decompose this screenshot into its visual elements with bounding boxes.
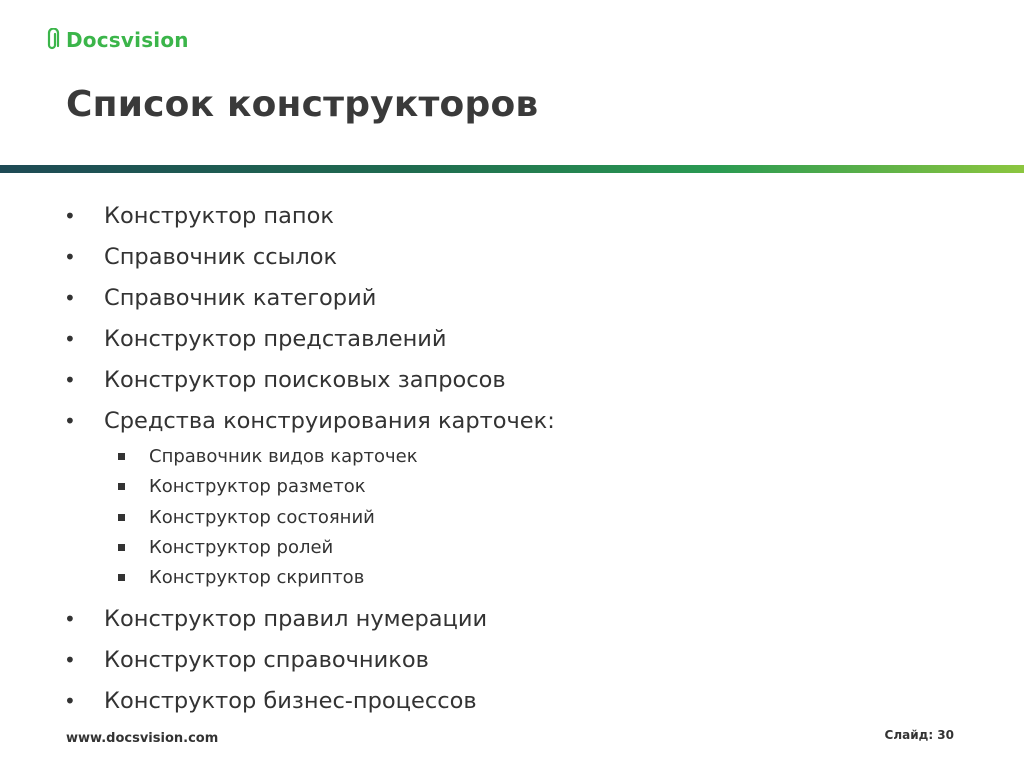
- list-item: [62, 319, 982, 360]
- card-tools-sublist: [104, 442, 982, 593]
- list-item: [62, 278, 982, 319]
- list-item: [62, 360, 982, 401]
- list-item-text: Конструктор правил нумерации: [104, 606, 488, 633]
- list-item: [62, 196, 982, 237]
- list-item-text: Справочник категорий: [104, 285, 377, 311]
- sublist-item-text: Конструктор состояний: [149, 506, 375, 528]
- list-item-text: Конструктор представлений: [104, 326, 447, 352]
- bullet-icon: •: [64, 409, 76, 433]
- paperclip-icon: [44, 28, 60, 52]
- square-bullet-icon: [118, 544, 125, 551]
- list-item-text: Справочник ссылок: [104, 244, 338, 270]
- bullet-icon: •: [64, 245, 76, 269]
- slide-number: Слайд: 30: [884, 728, 954, 742]
- brand-logo: [44, 28, 189, 52]
- list-item-text: Средства конструирования карточек:: [104, 408, 555, 434]
- list-item: [62, 237, 982, 278]
- sublist-item-text: Конструктор скриптов: [149, 567, 365, 589]
- list-item: [62, 401, 982, 593]
- bullet-icon: •: [64, 327, 76, 351]
- bullet-icon: •: [64, 368, 76, 392]
- list-item: [62, 681, 982, 722]
- gradient-divider: [0, 165, 1024, 173]
- list-item-text: Конструктор бизнес-процессов: [104, 688, 477, 715]
- bullet-icon: •: [64, 286, 76, 310]
- list-item: [62, 599, 982, 640]
- sublist-item: [104, 533, 982, 563]
- list-item-text: Конструктор папок: [104, 203, 334, 229]
- sublist-item: [104, 472, 982, 502]
- bullet-icon: •: [64, 607, 76, 632]
- slide-title: Список конструкторов: [66, 84, 539, 125]
- sublist-item: [104, 563, 982, 593]
- bullet-icon: •: [64, 204, 76, 228]
- sublist-item-text: Справочник видов карточек: [149, 446, 418, 467]
- sublist-item-text: Конструктор разметок: [149, 476, 366, 498]
- bullet-icon: •: [64, 648, 76, 673]
- list-item-text: Конструктор поисковых запросов: [104, 367, 506, 393]
- bullet-icon: •: [64, 689, 76, 714]
- footer-website-link[interactable]: www.docsvision.com: [66, 731, 219, 746]
- sublist-item: [104, 442, 982, 472]
- slide-content: [62, 196, 982, 722]
- square-bullet-icon: [118, 453, 125, 460]
- constructor-list: [62, 196, 982, 722]
- sublist-item: [104, 503, 982, 533]
- square-bullet-icon: [118, 483, 125, 490]
- brand-name: Docsvision: [66, 28, 189, 52]
- square-bullet-icon: [118, 574, 125, 581]
- list-item-text: Конструктор справочников: [104, 647, 429, 674]
- sublist-item-text: Конструктор ролей: [149, 536, 334, 558]
- list-item: [62, 640, 982, 681]
- square-bullet-icon: [118, 514, 125, 521]
